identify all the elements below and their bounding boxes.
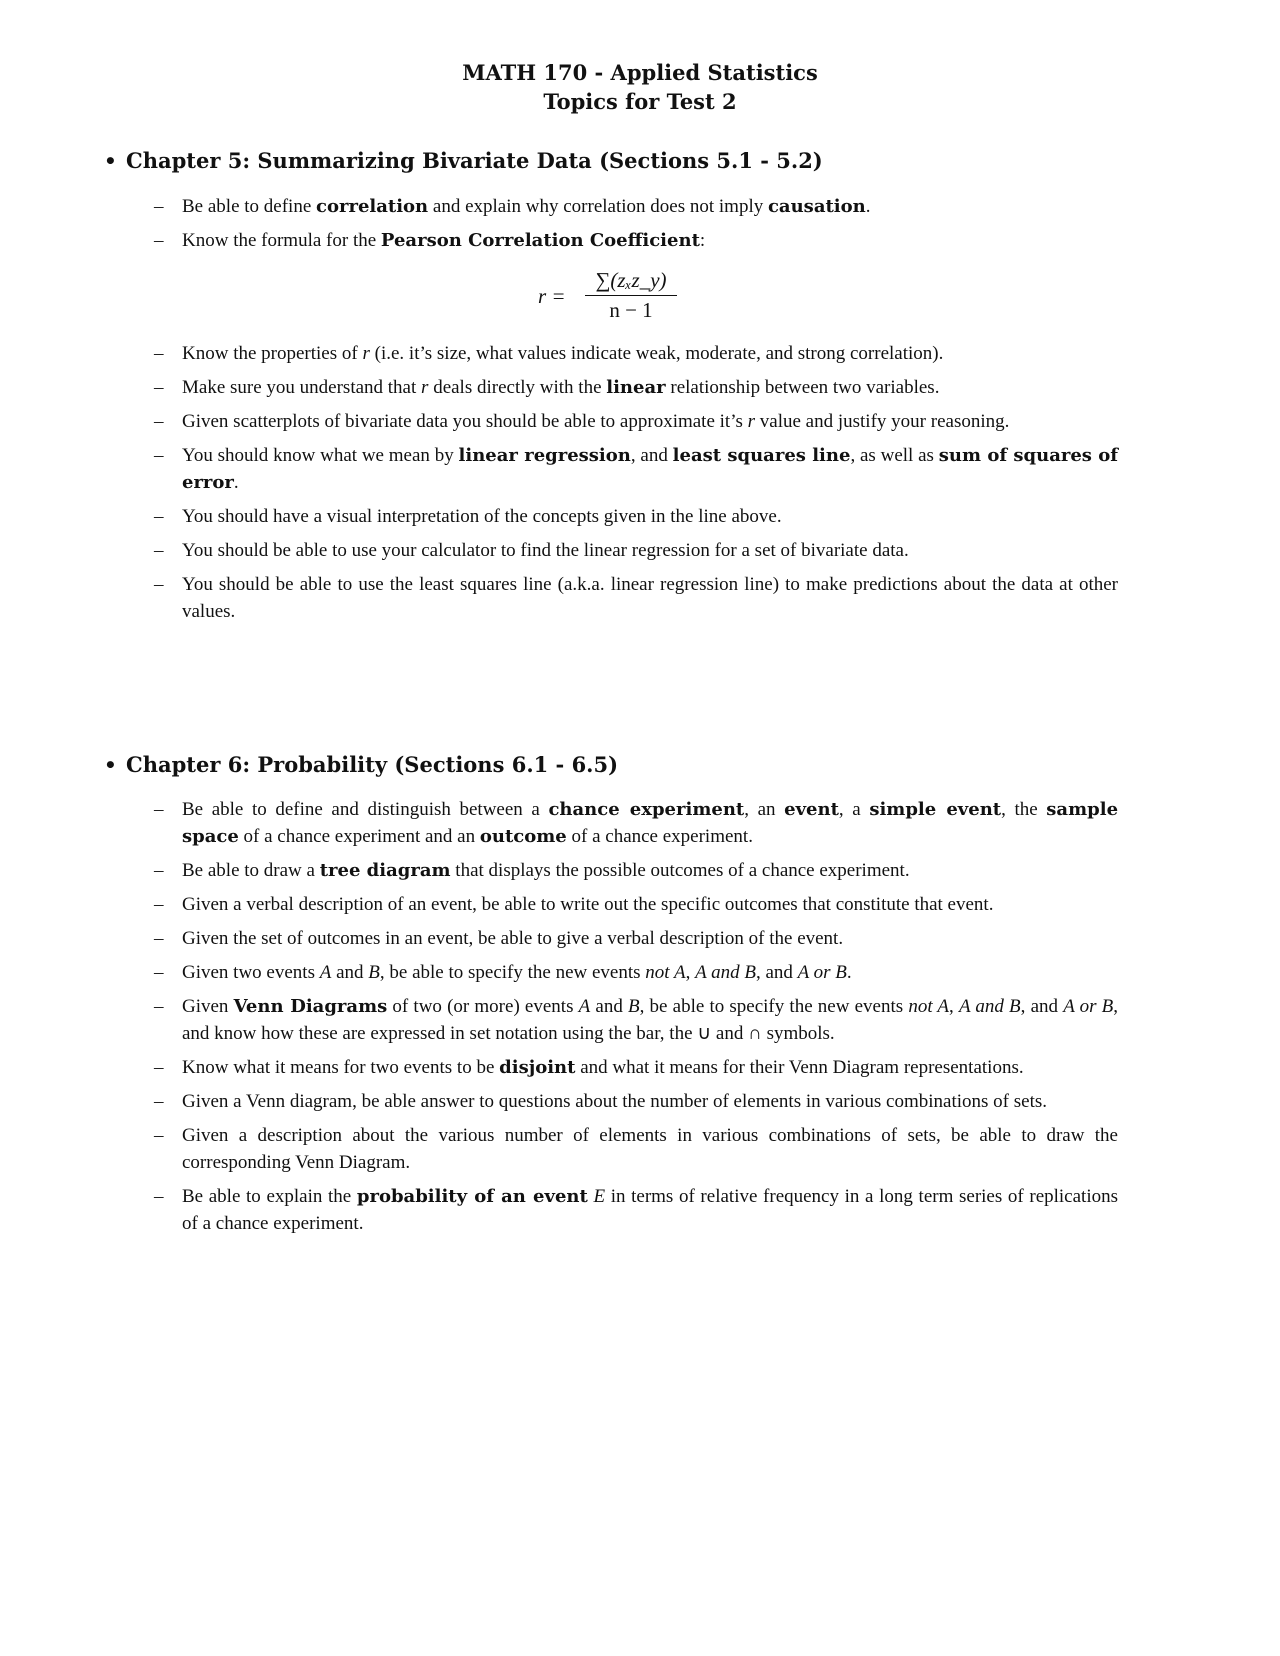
chapter-5-list: [148, 193, 1118, 261]
list-item: – Given a verbal description of an event, be able to write out the specific outcomes that constitute that event.: [154, 894, 994, 915]
list-item: – Be able to draw a tree diagram that displays the possible outcomes of a chance experiment.: [154, 860, 910, 881]
list-item: – Be able to define and distinguish between a chance experiment, an event, a simple event, the sample space of a chance experiment and an outcome of a chance experiment.: [154, 799, 1119, 847]
list-item: – Given a Venn diagram, be able answer to questions about the number of elements in various combinations of sets.: [154, 1091, 1048, 1112]
list-item: – Know what it means for two events to be disjoint and what it means for their Venn Diagram representations.: [154, 1057, 1024, 1078]
course-title: MATH 170 - Applied Statistics: [462, 60, 818, 85]
list-item: – Make sure you understand that r deals directly with the linear relationship between two variables.: [154, 377, 940, 398]
list-item: – Know the formula for the Pearson Correlation Coefficient:: [154, 230, 706, 251]
list-item: – You should be able to use the least squares line (a.k.a. linear regression line) to make predictions about the data at other values.: [154, 574, 1118, 622]
document-header: [0, 58, 1280, 116]
list-item: – You should have a visual interpretation of the concepts given in the line above.: [154, 506, 782, 527]
list-item: – You should know what we mean by linear regression, and least squares line, as well as sum of squares of error.: [154, 445, 1118, 493]
list-item: – Given scatterplots of bivariate data you should be able to approximate it’s r value and justify your reasoning.: [154, 411, 1010, 432]
list-item: – Given two events A and B, be able to specify the new events not A, A and B, and A or B.: [154, 962, 852, 983]
formula-denominator: n − 1: [609, 298, 653, 322]
bullet-icon: •: [104, 149, 117, 173]
list-item: – Given Venn Diagrams of two (or more) events A and B, be able to specify the new events not A, A and B, and A or B, and know how these are expressed in set notation using the bar, the ∪ and ∩ symbols.: [154, 996, 1119, 1044]
list-item: – You should be able to use your calculator to find the linear regression for a set of bivariate data.: [154, 540, 909, 561]
bullet-icon: •: [104, 753, 117, 777]
formula-fraction: [585, 268, 677, 323]
pearson-formula: [0, 268, 1280, 324]
document-subtitle: Topics for Test 2: [543, 89, 737, 114]
formula-lhs: r =: [538, 284, 566, 308]
chapter-6-heading: • Chapter 6: Probability (Sections 6.1 - 6.5): [104, 752, 619, 777]
chapter-6-list: [148, 796, 1118, 1244]
list-item: – Be able to define correlation and explain why correlation does not imply causation.: [154, 196, 871, 217]
chapter-5-list-continued: [148, 340, 1118, 632]
formula-numerator: ∑(zₓz_y): [585, 268, 677, 296]
chapter-5-heading: • Chapter 5: Summarizing Bivariate Data (Sections 5.1 - 5.2): [104, 148, 823, 173]
list-item: – Know the properties of r (i.e. it’s size, what values indicate weak, moderate, and strong correlation).: [154, 343, 944, 364]
list-item: – Be able to explain the probability of an event E in terms of relative frequency in a long term series of replications of a chance experiment.: [154, 1186, 1118, 1234]
list-item: – Given a description about the various number of elements in various combinations of sets, be able to draw the corresponding Venn Diagram.: [154, 1125, 1118, 1173]
list-item: – Given the set of outcomes in an event, be able to give a verbal description of the event.: [154, 928, 844, 949]
